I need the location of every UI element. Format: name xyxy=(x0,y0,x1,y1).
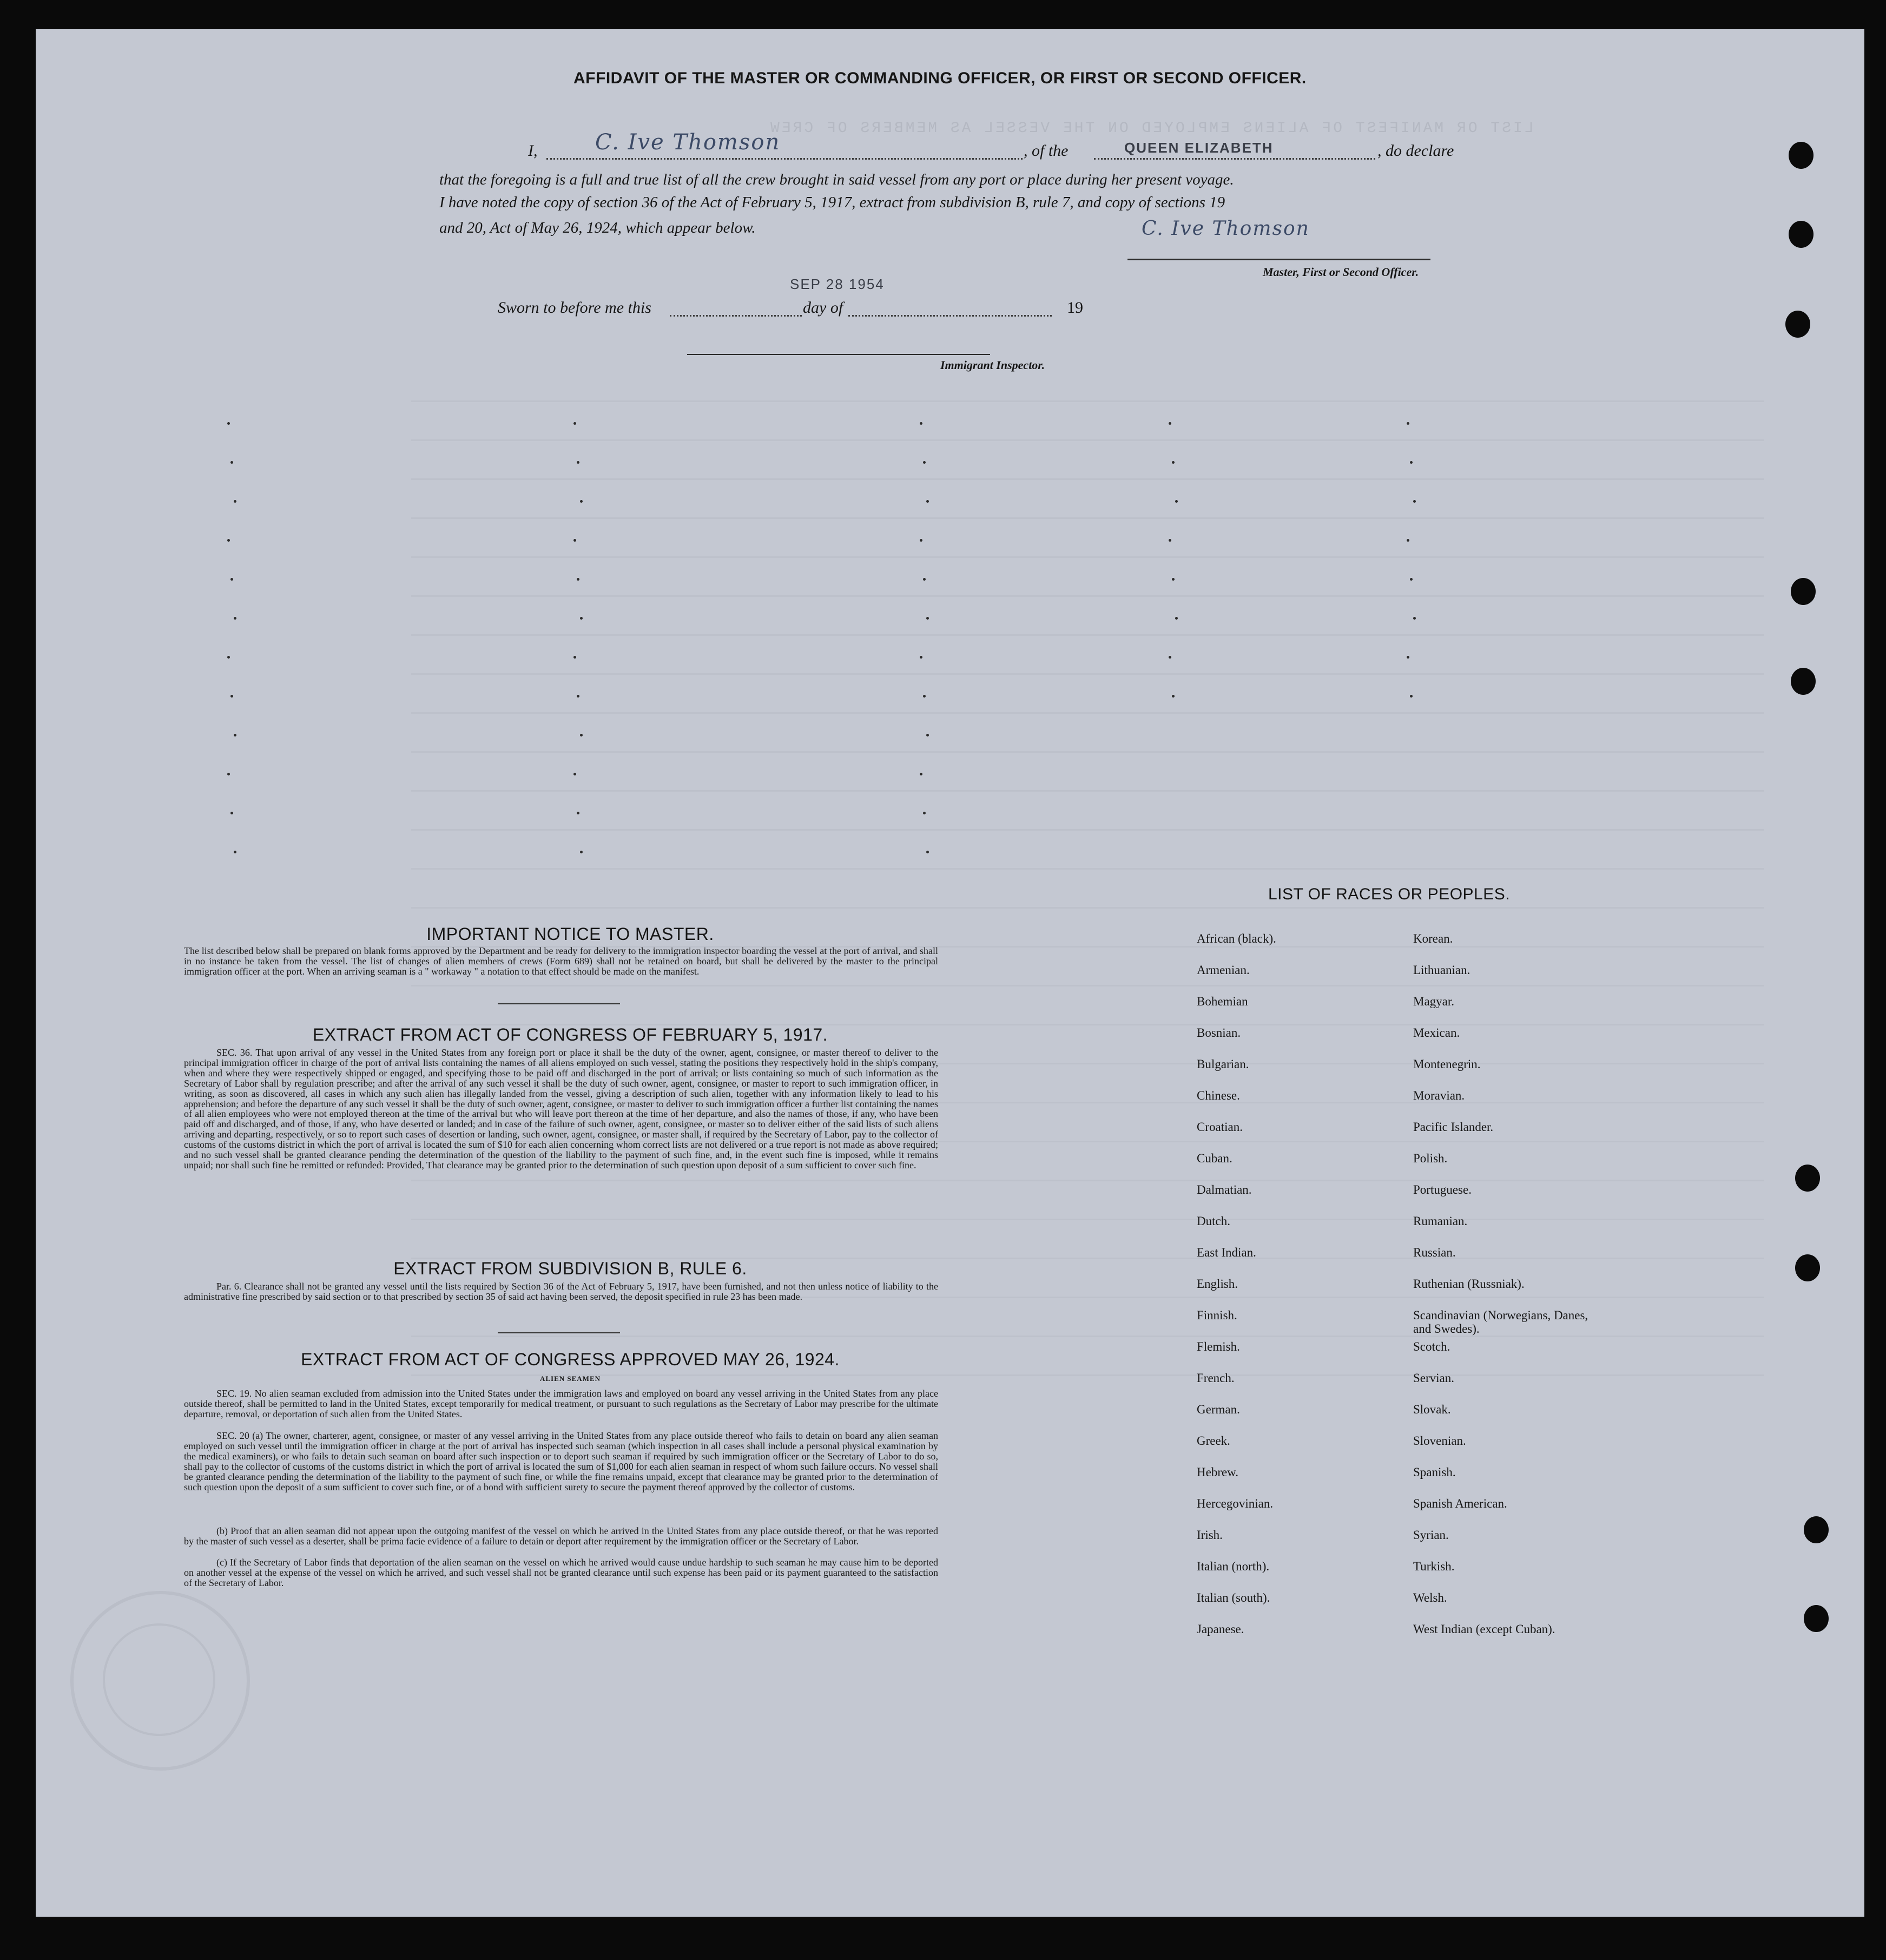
sworn-day-of: day of xyxy=(803,299,843,317)
race-item: Servian. xyxy=(1413,1371,1455,1385)
extract-1917-text: SEC. 36. That upon arrival of any vessel in the United States from any foreign port or place it shall be the duty of the owner, agent, consignee, or master thereof to deliver to the principal immigration officer in charge of the port of arrival lists containing the names of all aliens employed on such vessel, stating the positions they respectively hold in the ship's company, when and where they were respectively shipped or engaged, and specifying those to be paid off and discharged in the port of arrival; or lists containing so much of such information as the Secretary of Labor shall by regulation prescribe; and after the arrival of any such vessel it shall be the duty of such owner, agent, consignee, or master to report to such immigration officer, in writing, as soon as discovered, all cases in which any such alien has illegally landed from the vessel, giving a description of such alien, together with any information likely to lead to his apprehension; and before the departure of any such vessel it shall be the duty of such owner, agent, consignee, or master to deliver to such immigration officer a further list containing the names of all alien employees who were not employed thereon at the time of the arrival but who will leave port thereon at the time of her departure, and also the names of those, if any, who have been paid off and discharged, and of those, if any, who have deserted or landed; and in case of the failure of such owner, agent, consignee, or master so to deliver either of the said lists of such aliens arriving and departing, respectively, or so to report such cases of desertion or landing, such owner, agent, consignee, or master shall, if required by the Secretary of Labor, pay to the collector of customs of the customs district in which the port of arrival is located the sum of $10 for each alien concerning whom correct lists are not delivered or a true report is not made as above required; and no such vessel shall be granted clearance pending the determination of the question of the liability to the payment of such fine, and, in the event such fine is imposed, while it remains unpaid; nor shall such fine be remitted or refunded: Provided, That clearance may be granted prior to the determination of such question upon deposit of a sum sufficient to cover such fine. xyxy=(184,1047,938,1170)
race-item: Chinese. xyxy=(1197,1089,1240,1102)
leader-dot xyxy=(923,812,926,814)
race-item: Cuban. xyxy=(1197,1152,1232,1165)
leader-dot xyxy=(1175,617,1178,620)
leader-dot xyxy=(234,617,236,620)
race-item: Spanish. xyxy=(1413,1465,1456,1479)
leader-dot xyxy=(573,656,576,659)
leader-dot xyxy=(1413,617,1416,620)
bleed-through-row xyxy=(411,634,1764,636)
leader-dot xyxy=(1407,422,1409,425)
race-item: Dutch. xyxy=(1197,1214,1230,1228)
leader-dot xyxy=(230,812,233,814)
sworn-day-line xyxy=(670,315,802,317)
leader-dot xyxy=(234,500,236,503)
race-item: African (black). xyxy=(1197,932,1276,945)
race-item: Mexican. xyxy=(1413,1026,1460,1040)
bleed-through-row xyxy=(411,829,1764,831)
race-item: Magyar. xyxy=(1413,995,1455,1008)
race-item: Finnish. xyxy=(1197,1308,1237,1322)
race-item: West Indian (except Cuban). xyxy=(1413,1622,1555,1636)
leader-dot xyxy=(234,734,236,736)
race-item: Russian. xyxy=(1413,1246,1456,1259)
race-item: Polish. xyxy=(1413,1152,1448,1165)
bleed-through-row xyxy=(411,478,1764,480)
master-signature: C. Ive Thomson xyxy=(1142,218,1310,240)
embossed-seal-inner xyxy=(103,1623,215,1736)
race-item: Armenian. xyxy=(1197,963,1250,977)
bleed-through-row xyxy=(411,712,1764,714)
leader-dot xyxy=(577,695,579,698)
leader-dot xyxy=(577,812,579,814)
leader-dot xyxy=(577,461,579,464)
race-item: Croatian. xyxy=(1197,1120,1243,1134)
punch-hole xyxy=(1804,1605,1829,1632)
leader-dot xyxy=(580,500,583,503)
races-left-column xyxy=(1197,932,1276,1654)
leader-dot xyxy=(1407,539,1409,542)
bleed-through-row xyxy=(411,790,1764,792)
leader-dot xyxy=(1169,539,1171,542)
race-item: Moravian. xyxy=(1413,1089,1465,1102)
bleed-through-row xyxy=(411,673,1764,675)
affidavit-declare: , do declare xyxy=(1377,142,1454,160)
leader-dot xyxy=(577,578,579,581)
bleed-through-header: LIST OR MANIFEST OF ALIENS EMPLOYED ON THE VESSEL AS MEMBERS OF CREW xyxy=(768,120,1534,137)
leader-dot xyxy=(1410,695,1413,698)
leader-dot xyxy=(926,851,929,853)
punch-hole xyxy=(1791,668,1816,695)
extract-1924-sec20c: (c) If the Secretary of Labor finds that deportation of the alien seaman on the vessel on which he arrived would cause undue hardship to such seaman he may cause him to be deported on another vessel at the expense of the vessel on which he arrived, and such vessel shall not be granted clearance until such expense has been paid or its payment guaranteed to the satisfaction of the Secretary of Labor. xyxy=(184,1557,938,1588)
race-item: East Indian. xyxy=(1197,1246,1256,1259)
race-item: Hebrew. xyxy=(1197,1465,1239,1479)
race-item: Flemish. xyxy=(1197,1340,1240,1353)
leader-dot xyxy=(573,422,576,425)
sworn-prefix: Sworn to before me this xyxy=(498,299,651,317)
inspector-caption: Immigrant Inspector. xyxy=(940,358,1045,372)
leader-dot xyxy=(230,461,233,464)
leader-dot xyxy=(923,578,926,581)
affidavit-line3: I have noted the copy of section 36 of the Act of February 5, 1917, extract from subdivision B, rule 7, and copy of sections 19 xyxy=(439,194,1225,211)
bleed-through-row xyxy=(411,868,1764,870)
extract-1924-sec19: SEC. 19. No alien seaman excluded from admission into the United States under the immigration laws and employed on board any vessel arriving in the United States from any place outside thereof, shall be permitted to land in the United States, except temporarily for medical treatment, or pursuant to such regulations as the Secretary of Labor may prescribe for the ultimate departure, removal, or deportation of such alien from the United States. xyxy=(184,1388,938,1419)
race-item: Greek. xyxy=(1197,1434,1230,1448)
race-item: Rumanian. xyxy=(1413,1214,1468,1228)
bleed-through-row xyxy=(411,439,1764,441)
race-item: Scotch. xyxy=(1413,1340,1450,1353)
races-title: LIST OF RACES OR PEOPLES. xyxy=(1268,885,1511,903)
bleed-through-row xyxy=(411,595,1764,597)
master-signature-line xyxy=(1127,259,1430,260)
extract-1924-sec20b: (b) Proof that an alien seaman did not appear upon the outgoing manifest of the vessel on which he arrived in the United States from any place outside thereof, or that he was reported by the master of such vessel as a deserter, shall be prima facie evidence of a failure to detain or deport after requirement by the immigration officer or the Secretary of Labor. xyxy=(184,1525,938,1547)
leader-dot xyxy=(1172,461,1175,464)
race-item: Ruthenian (Russniak). xyxy=(1413,1277,1525,1291)
leader-dot xyxy=(580,734,583,736)
affidavit-line1-prefix: I, xyxy=(528,142,538,160)
leader-dot xyxy=(923,461,926,464)
race-item: Syrian. xyxy=(1413,1528,1449,1542)
leader-dot xyxy=(920,656,922,659)
punch-hole xyxy=(1795,1165,1820,1192)
race-item: Lithuanian. xyxy=(1413,963,1470,977)
race-item: Irish. xyxy=(1197,1528,1223,1542)
leader-dot xyxy=(573,539,576,542)
leader-dot xyxy=(1175,500,1178,503)
leader-dot xyxy=(1172,695,1175,698)
extract-1924-subtitle: ALIEN SEAMEN xyxy=(539,1374,601,1383)
leader-dot xyxy=(920,539,922,542)
sworn-month-line xyxy=(848,315,1052,317)
bleed-through-row xyxy=(411,400,1764,402)
signatory-line xyxy=(546,158,1023,160)
bleed-through-row xyxy=(411,517,1764,519)
races-right-column xyxy=(1413,932,1592,1654)
race-item: Italian (north). xyxy=(1197,1560,1270,1573)
leader-dot xyxy=(580,851,583,853)
leader-dot xyxy=(580,617,583,620)
sworn-year: 19 xyxy=(1067,299,1083,317)
leader-dot xyxy=(926,500,929,503)
leader-dot xyxy=(234,851,236,853)
leader-dot xyxy=(227,773,230,775)
master-caption: Master, First or Second Officer. xyxy=(1263,265,1419,279)
race-item: Turkish. xyxy=(1413,1560,1455,1573)
extract-1924-title: EXTRACT FROM ACT OF CONGRESS APPROVED MAY 26, 1924. xyxy=(301,1350,840,1369)
leader-dot xyxy=(926,734,929,736)
race-item: Italian (south). xyxy=(1197,1591,1270,1604)
sworn-date-stamp: SEP 28 1954 xyxy=(790,276,885,292)
notice-text: The list described below shall be prepared on blank forms approved by the Department and be ready for delivery to the immigration inspector boarding the vessel at the port of arrival, and shall in no instance be taken from the vessel. The list of changes of alien members of crews (Form 689) shall not be retained on board, but shall be delivered by the master to the principal immigration officer at the port. When an arriving seaman is a " workaway " a notation to that effect should be made on the manifest. xyxy=(184,945,938,977)
leader-dot xyxy=(230,695,233,698)
leader-dot xyxy=(227,656,230,659)
leader-dot xyxy=(923,695,926,698)
race-item: Slovak. xyxy=(1413,1403,1451,1416)
race-item: Hercegovinian. xyxy=(1197,1497,1274,1510)
race-item: Dalmatian. xyxy=(1197,1183,1252,1196)
punch-hole xyxy=(1795,1254,1820,1281)
extract-rule6-text: Par. 6. Clearance shall not be granted any vessel until the lists required by Section 36 of the Act of February 5, 1917, have been furnished, and not then unless notice of liability to the administrative fine prescribed by said section or to that prescribed by section 35 of said act having been served, the deposit specified in rule 23 has been made. xyxy=(184,1281,938,1302)
race-item: French. xyxy=(1197,1371,1235,1385)
leader-dot xyxy=(1169,656,1171,659)
vessel-name-stamp: QUEEN ELIZABETH xyxy=(1124,140,1274,156)
race-item: Bohemian xyxy=(1197,995,1248,1008)
divider-2 xyxy=(498,1332,620,1333)
punch-hole xyxy=(1804,1516,1829,1543)
vessel-line xyxy=(1094,158,1375,160)
race-item: Korean. xyxy=(1413,932,1453,945)
race-item: Welsh. xyxy=(1413,1591,1447,1604)
notice-title: IMPORTANT NOTICE TO MASTER. xyxy=(426,924,714,944)
leader-dot xyxy=(227,539,230,542)
race-item: Bulgarian. xyxy=(1197,1057,1249,1071)
leader-dot xyxy=(1172,578,1175,581)
leader-dot xyxy=(1410,461,1413,464)
inspector-signature-line xyxy=(687,354,990,355)
leader-dot xyxy=(1407,656,1409,659)
leader-dot xyxy=(230,578,233,581)
punch-hole xyxy=(1789,142,1814,169)
leader-dot xyxy=(573,773,576,775)
affidavit-line2: that the foregoing is a full and true list of all the crew brought in said vessel from any port or place during her present voyage. xyxy=(439,171,1234,188)
leader-dot xyxy=(920,773,922,775)
affidavit-line4: and 20, Act of May 26, 1924, which appear below. xyxy=(439,219,756,236)
leader-dot xyxy=(227,422,230,425)
leader-dot xyxy=(1413,500,1416,503)
race-item: German. xyxy=(1197,1403,1240,1416)
punch-hole xyxy=(1789,221,1814,248)
race-item: Scandinavian (Norwegians, Danes, and Swedes). xyxy=(1413,1308,1588,1336)
punch-hole xyxy=(1785,311,1810,338)
extract-1924-sec20a: SEC. 20 (a) The owner, charterer, agent, consignee, or master of any vessel arriving in the United States from any place outside thereof who fails to detain on board any alien seaman employed on such vessel until the immigration officer in charge at the port of arrival has inspected such seaman (which inspection in all cases shall include a personal physical examination by the medical examiners), or who fails to detain such seaman on board after such inspection or to deport such seaman if required by such immigration officer or the Secretary of Labor to do so, shall pay to the collector of customs of the customs district in which the port of arrival is located the sum of $1,000 for each alien seaman in respect of whom such failure occurs. No vessel shall be granted clearance pending the determination of the liability to the payment of such fine, or while the fine remains unpaid, except that clearance may be granted prior to the determination of such question upon the deposit of a sum sufficient to cover such fine, or of a bond with sufficient surety to secure the payment thereof approved by the collector of customs. xyxy=(184,1430,938,1492)
leader-dot xyxy=(920,422,922,425)
bleed-through-row xyxy=(411,556,1764,558)
extract-rule6-title: EXTRACT FROM SUBDIVISION B, RULE 6. xyxy=(393,1259,747,1278)
race-item: Portuguese. xyxy=(1413,1183,1472,1196)
affidavit-title: AFFIDAVIT OF THE MASTER OR COMMANDING OFFICER, OR FIRST OR SECOND OFFICER. xyxy=(573,69,1307,87)
leader-dot xyxy=(926,617,929,620)
race-item: Bosnian. xyxy=(1197,1026,1241,1040)
race-item: Spanish American. xyxy=(1413,1497,1507,1510)
signatory-name: C. Ive Thomson xyxy=(595,130,781,155)
affidavit-of-the: , of the xyxy=(1024,142,1069,160)
bleed-through-row xyxy=(411,751,1764,753)
race-item: Pacific Islander. xyxy=(1413,1120,1494,1134)
extract-1917-title: EXTRACT FROM ACT OF CONGRESS OF FEBRUARY 5, 1917. xyxy=(312,1025,828,1044)
leader-dot xyxy=(1169,422,1171,425)
bleed-through-row xyxy=(411,907,1764,909)
punch-hole xyxy=(1791,578,1816,605)
race-item: English. xyxy=(1197,1277,1238,1291)
leader-dot xyxy=(1410,578,1413,581)
race-item: Montenegrin. xyxy=(1413,1057,1481,1071)
race-item: Slovenian. xyxy=(1413,1434,1466,1448)
divider-1 xyxy=(498,1003,620,1004)
race-item: Japanese. xyxy=(1197,1622,1244,1636)
